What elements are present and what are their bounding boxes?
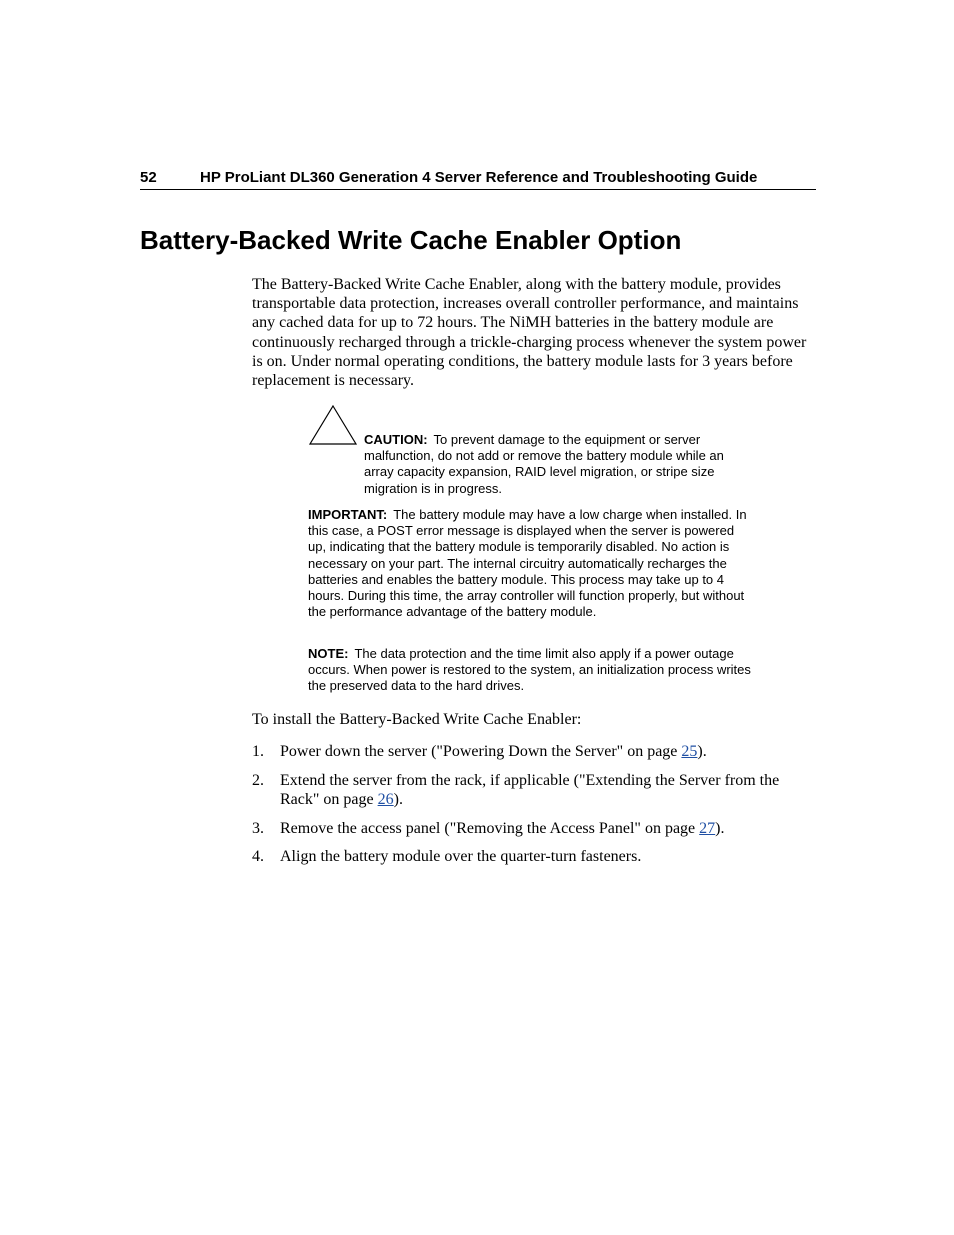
step-text: Remove the access panel ("Removing the Access Panel" on page — [280, 819, 700, 837]
step-text-end: ). — [393, 790, 403, 808]
caution-label: CAUTION: — [364, 432, 428, 447]
guide-title: HP ProLiant DL360 Generation 4 Server Reference and Troubleshooting Guide — [200, 169, 758, 186]
page-link-27[interactable]: 27 — [699, 819, 716, 837]
running-header — [140, 168, 816, 190]
step-text: Power down the server ("Powering Down the Server" on page — [280, 743, 682, 760]
page-link-25[interactable]: 25 — [681, 743, 698, 760]
install-steps — [252, 742, 817, 876]
step-text: Align the battery module over the quarter-turn fasteners. — [280, 848, 642, 866]
section-title: Battery-Backed Write Cache Enabler Option — [140, 225, 682, 255]
step-number: 2. — [252, 771, 264, 789]
step-item — [252, 847, 817, 866]
install-intro: To install the Battery-Backed Write Cache Enabler: — [252, 711, 582, 728]
step-item — [252, 819, 817, 838]
important-text: The battery module may have a low charge when installed. In this case, a POST error message is displayed when the server is powered up, indicating that the battery module is temporarily disabled. No action is necessary on your part. The internal circuitry automatically recharges the batteries and enables the battery module. This process may take up to 4 hours. During this time, the array controller will function properly, but without the performance advantage of the battery module. — [308, 507, 747, 620]
step-text-end: ). — [715, 819, 725, 837]
step-text-end: ). — [697, 743, 707, 760]
step-text: Extend the server from the rack, if applicable ("Extending the Server from the Rack" on page — [280, 771, 780, 808]
step-number: 4. — [252, 848, 264, 866]
important-notice — [308, 507, 753, 620]
step-item — [252, 771, 817, 809]
step-number: 1. — [252, 743, 264, 760]
important-label: IMPORTANT: — [308, 507, 388, 522]
caution-text: To prevent damage to the equipment or server malfunction, do not add or remove the battery module while an array capacity expansion, RAID level migration, or stripe size migration is in progress. — [364, 432, 724, 496]
caution-notice — [308, 405, 753, 497]
page-link-26[interactable]: 26 — [377, 790, 394, 808]
note-notice — [308, 646, 753, 695]
step-item — [252, 742, 817, 761]
page-number: 52 — [140, 169, 157, 186]
intro-paragraph: The Battery-Backed Write Cache Enabler, along with the battery module, provides transportable data protection, increases overall controller performance, and maintains any cached data for up to 72 hours. The NiMH batteries in the battery module are continuously recharged through a trickle-charging process whenever the system power is on. Under normal operating conditions, the battery module lasts for 3 years before replacement is necessary. — [252, 276, 807, 390]
step-number: 3. — [252, 819, 264, 837]
note-text: The data protection and the time limit also apply if a power outage occurs. When power is restored to the system, an initialization process writes the preserved data to the hard drives. — [308, 646, 751, 694]
note-label: NOTE: — [308, 646, 349, 661]
